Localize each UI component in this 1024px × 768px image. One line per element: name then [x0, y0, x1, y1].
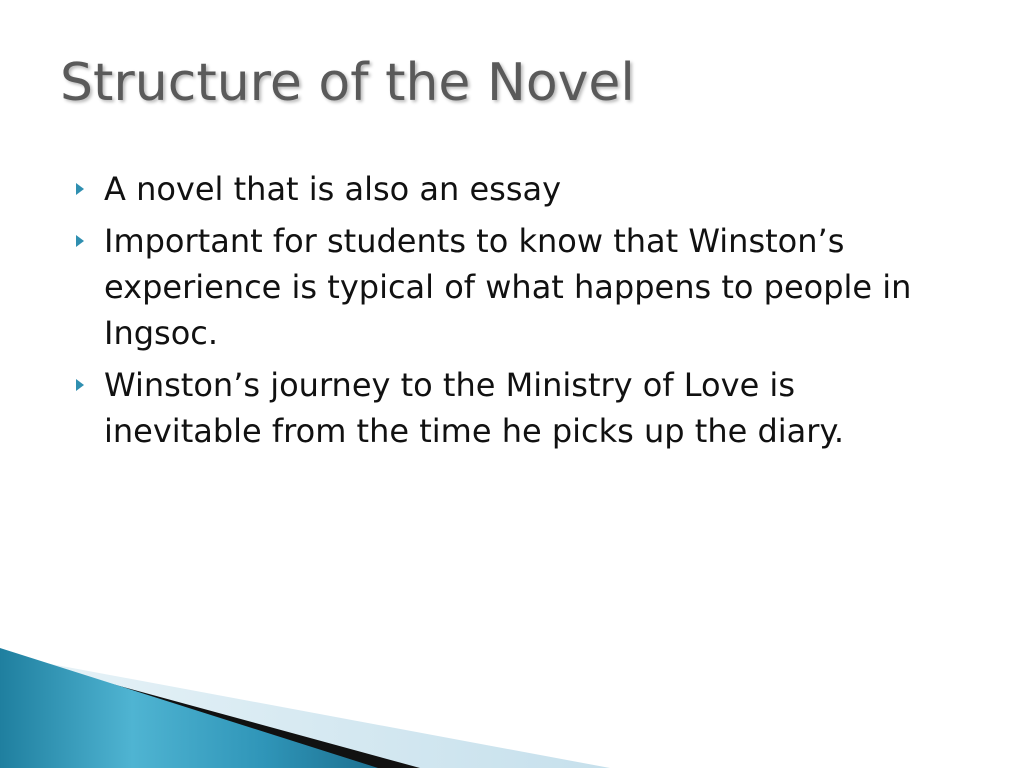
light-blue-band — [40, 662, 610, 768]
triangle-bullet-icon — [76, 183, 84, 195]
triangle-bullet-icon — [76, 379, 84, 391]
bullet-text: Important for students to know that Winston’s experience is typical of what happens to people in Ingsoc. — [104, 222, 912, 352]
bullet-item — [74, 362, 954, 454]
dark-band — [10, 656, 420, 768]
bullet-item — [74, 166, 954, 212]
bullet-text: Winston’s journey to the Ministry of Love is inevitable from the time he picks up the diary. — [104, 366, 844, 450]
triangle-bullet-icon — [76, 235, 84, 247]
bullet-item — [74, 218, 954, 356]
slide-title: Structure of the Novel — [60, 53, 635, 113]
bullet-text: A novel that is also an essay — [104, 170, 562, 208]
bullet-list — [74, 166, 954, 460]
teal-band — [0, 648, 378, 768]
